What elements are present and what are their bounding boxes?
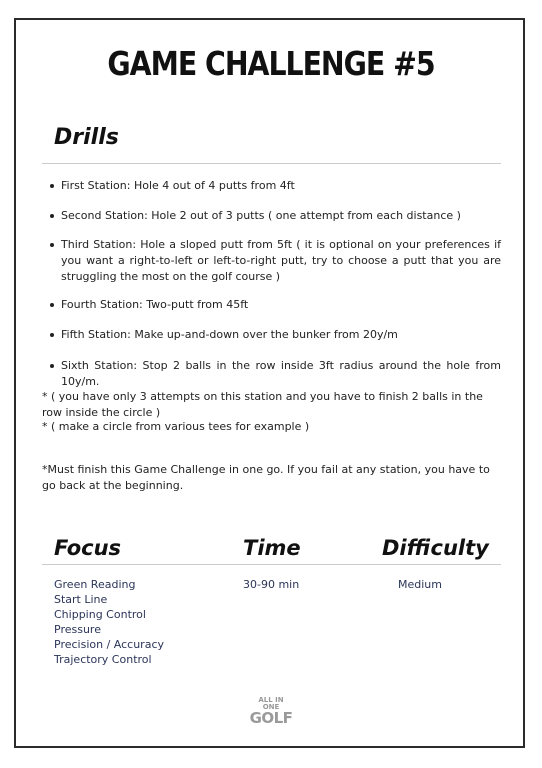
station-note: * ( make a circle from various tees for example ) bbox=[42, 420, 310, 433]
brand-logo bbox=[249, 697, 293, 726]
focus-heading: Focus bbox=[54, 536, 122, 560]
time-heading: Time bbox=[243, 536, 301, 560]
list-item: First Station: Hole 4 out of 4 putts from 4ft bbox=[61, 178, 501, 194]
page-title: GAME CHALLENGE #5 bbox=[107, 44, 435, 83]
logo-line-1: ALL IN ONE bbox=[258, 696, 284, 711]
list-item: Second Station: Hole 2 out of 3 putts ( one attempt from each distance ) bbox=[61, 208, 501, 224]
station-note: * ( you have only 3 attempts on this station and you have to finish 2 balls in the row inside the circle ) bbox=[42, 390, 483, 419]
focus-list bbox=[54, 577, 164, 667]
list-item: Trajectory Control bbox=[54, 653, 152, 666]
list-item: Precision / Accuracy bbox=[54, 638, 164, 651]
list-item: Pressure bbox=[54, 623, 101, 636]
list-item: Fourth Station: Two-putt from 45ft bbox=[61, 297, 501, 313]
difficulty-heading: Difficulty bbox=[382, 536, 489, 560]
difficulty-value-text: Medium bbox=[398, 578, 442, 591]
divider bbox=[42, 564, 501, 565]
drills-heading: Drills bbox=[54, 125, 119, 150]
difficulty-value bbox=[398, 577, 442, 592]
list-item: Chipping Control bbox=[54, 608, 146, 621]
list-item: Green Reading bbox=[54, 578, 136, 591]
list-item: Third Station: Hole a sloped putt from 5ft ( it is optional on your preferences if you want a right-to-left or left-to-right putt, try to choose a putt that you are struggling the most on the golf course ) bbox=[61, 238, 501, 283]
must-finish-note: *Must finish this Game Challenge in one go. If you fail at any station, you have to go back at the beginning. bbox=[42, 463, 490, 492]
time-value bbox=[243, 577, 299, 592]
logo-line-2: GOLF bbox=[249, 709, 293, 727]
list-item: Fifth Station: Make up-and-down over the bunker from 20y/m bbox=[61, 327, 501, 343]
list-item: Sixth Station: Stop 2 balls in the row inside 3ft radius around the hole from 10y/m. bbox=[61, 359, 501, 388]
list-item: Start Line bbox=[54, 593, 108, 606]
divider bbox=[42, 163, 501, 164]
time-value-text: 30-90 min bbox=[243, 578, 300, 591]
